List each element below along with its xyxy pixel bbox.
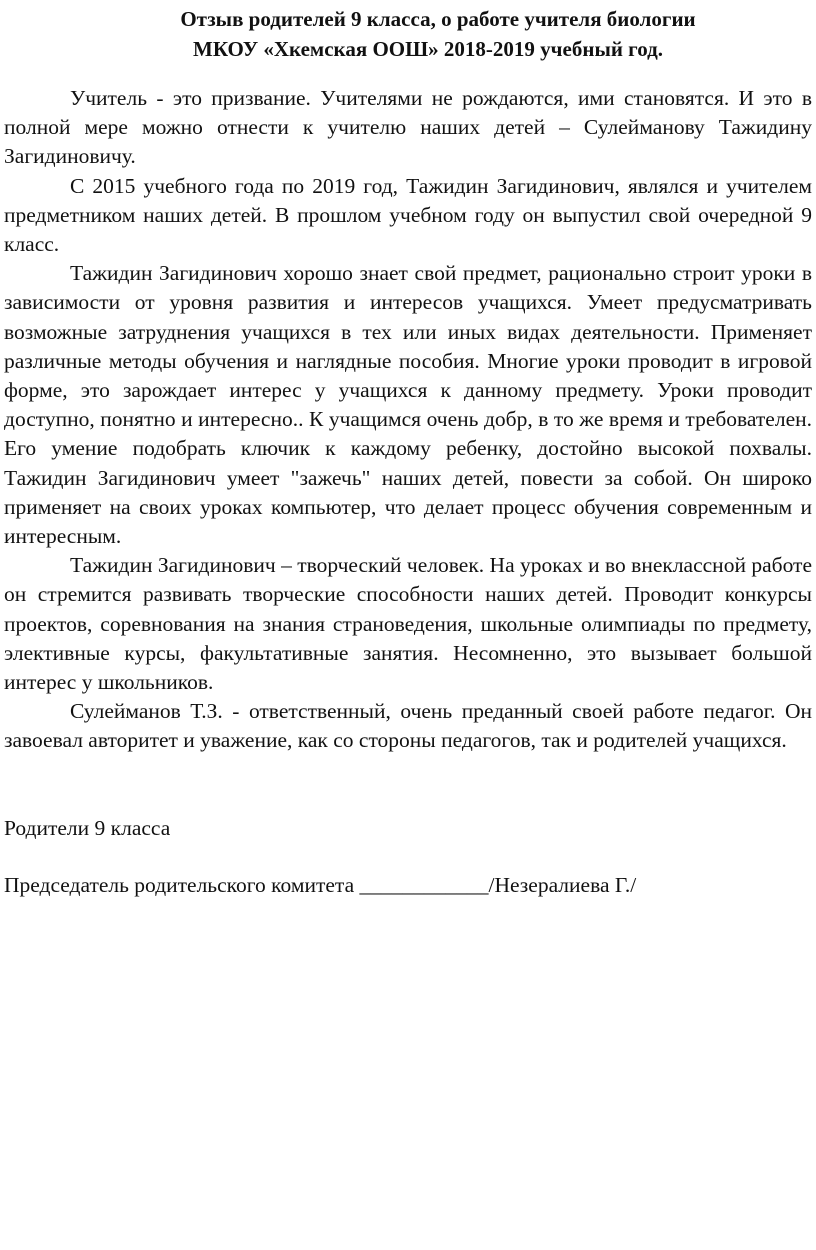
paragraph-2: С 2015 учебного года по 2019 год, Тажидин Загидинович, являлся и учителем предметником наших детей. В прошлом учебном году он выпустил свой очередной 9 класс. [4, 173, 812, 257]
committee-chair-line: Председатель родительского комитета ____________/Незералиева Г./ [4, 873, 637, 897]
paragraph-4: Тажидин Загидинович – творческий человек. На уроках и во внеклассной работе он стремится развивать творческие способности наших детей. Проводит конкурсы проектов, соревнования на знания страноведения, школьные олимпиады по предмету, элективные курсы, факультативные занятия. Несомненно, это вызывает большой интерес у школьников. [4, 553, 812, 695]
document-body [4, 84, 812, 756]
paragraph-3: Тажидин Загидинович хорошо знает свой предмет, рационально строит уроки в зависимости от уровня развития и интересов учащихся. Умеет предусматривать возможные затруднения учащихся в тех или иных видах деятельности. Применяет различные методы обучения и наглядные пособия. Многие уроки проводит в игровой форме, это зарождает интерес у учащихся к данному предмету. Уроки проводит доступно, понятно и интересно.. К учащимся очень добр, в то же время и требователен. Его умение подобрать ключик к каждому ребенку, достойно высокой похвалы. Тажидин Загидинович умеет "зажечь" наших детей, повести за собой. Он широко применяет на своих уроках компьютер, что делает процесс обучения современным и интересным. [4, 261, 812, 549]
title-line-2: МКОУ «Хкемская ООШ» 2018-2019 учебный год. [193, 37, 663, 61]
paragraph-5: Сулейманов Т.З. - ответственный, очень преданный своей работе педагог. Он завоевал авторитет и уважение, как со стороны педагогов, так и родителей учащихся. [4, 699, 812, 753]
title-line-1: Отзыв родителей 9 класса, о работе учителя биологии [180, 7, 696, 31]
paragraph-1: Учитель - это призвание. Учителями не рождаются, ими становятся. И это в полной мере можно отнести к учителю наших детей – Сулейманову Тажидину Загидиновичу. [4, 86, 812, 169]
document-title [0, 4, 816, 64]
parents-signature-line: Родители 9 класса [4, 816, 171, 840]
